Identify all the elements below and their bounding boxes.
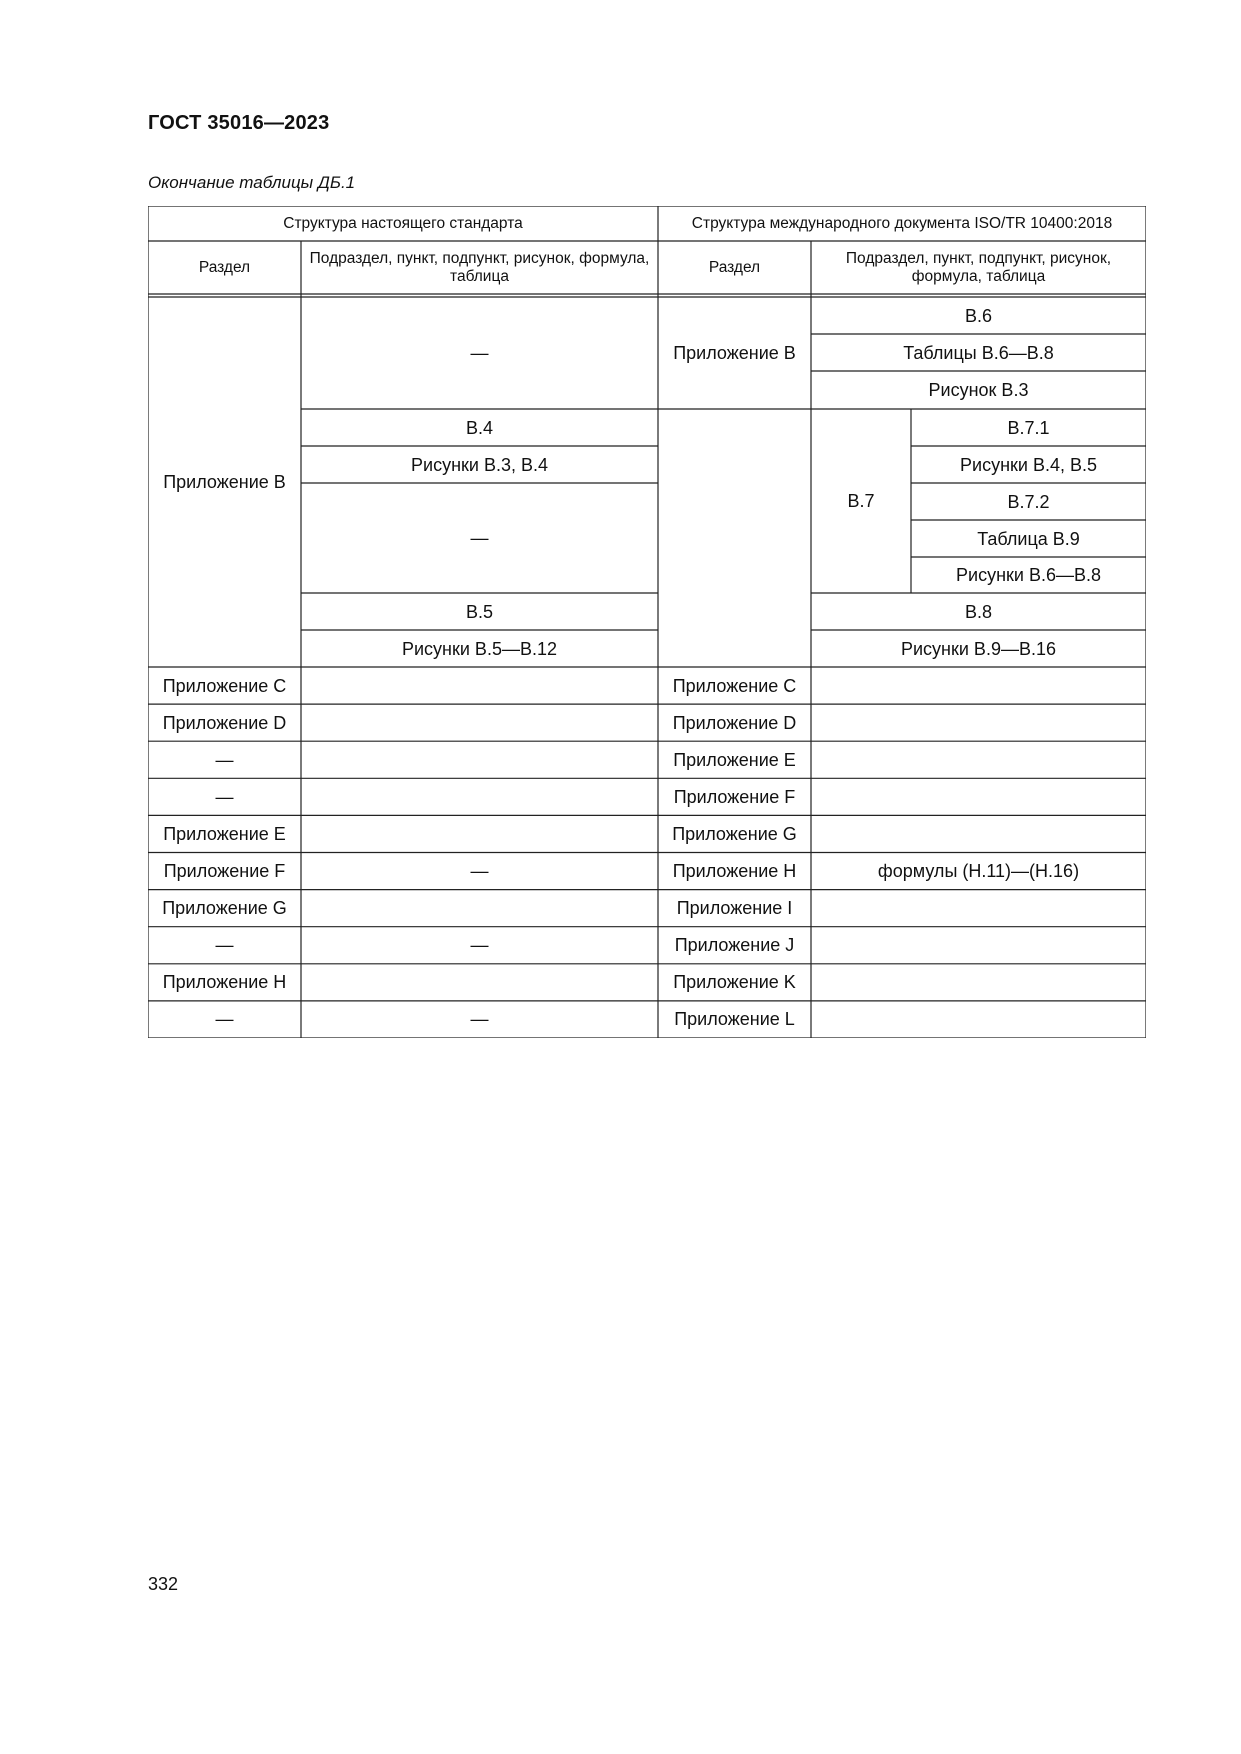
row-international-section: Приложение C	[672, 675, 797, 696]
appendix-b-international-sub: B.8	[964, 601, 993, 622]
row-national-sub	[301, 815, 658, 852]
row-national-section: Приложение G	[162, 898, 287, 919]
appendix-b-international-sub: Рисунок B.3	[928, 380, 1029, 400]
row-international-sub	[811, 778, 1146, 815]
appendix-b-national-sub: —	[470, 528, 489, 548]
row-international-sub	[811, 704, 1146, 741]
row-international-sub	[811, 927, 1146, 964]
document-header: ГОСТ 35016—2023	[148, 112, 330, 134]
row-international-sub	[811, 890, 1146, 927]
correspondence-table	[148, 206, 1146, 1038]
appendix-b-international-group-item: B.7.2	[1007, 491, 1050, 512]
row-international-sub	[811, 1001, 1146, 1038]
appendix-b-international-group-item: B.7.1	[1007, 417, 1050, 438]
row-national-section: —	[215, 786, 234, 807]
row-international-section: Приложение K	[673, 972, 796, 993]
appendix-b-national-sub: —	[470, 343, 489, 363]
row-national-section: Приложение C	[162, 675, 287, 696]
appendix-b-national-section: Приложение B	[163, 472, 286, 492]
row-national-sub: —	[470, 861, 489, 882]
row-international-sub	[811, 741, 1146, 778]
row-national-sub	[301, 741, 658, 778]
appendix-b-international-sub: Рисунки B.9—B.16	[901, 638, 1056, 659]
column-header-subsection-national: Подраздел, пункт, подпункт, рисунок, формула, таблица	[309, 249, 650, 285]
row-international-sub: формулы (H.11)—(H.16)	[877, 861, 1080, 882]
appendix-b-international-group-item: Рисунки B.6—B.8	[956, 565, 1101, 585]
row-national-sub	[301, 667, 658, 704]
row-international-section: Приложение J	[674, 935, 795, 956]
page-number: 332	[148, 1574, 179, 1594]
row-national-section: —	[215, 1009, 234, 1030]
row-international-sub	[811, 815, 1146, 852]
row-national-sub	[301, 964, 658, 1001]
row-international-section: Приложение I	[676, 898, 793, 919]
appendix-b-international-section: Приложение B	[673, 343, 796, 363]
row-national-section: Приложение E	[163, 823, 286, 844]
column-header-section-international: Раздел	[708, 258, 761, 276]
appendix-b-international-group: B.7	[847, 491, 875, 511]
row-national-section: —	[215, 935, 234, 956]
appendix-b-national-sub: B.5	[465, 601, 494, 622]
group-header-national: Структура настоящего стандарта	[283, 214, 523, 232]
row-international-sub	[811, 667, 1146, 704]
row-national-section: Приложение H	[162, 972, 287, 993]
appendix-b-international-group-item: Таблица B.9	[977, 528, 1080, 549]
row-national-section: —	[215, 749, 234, 770]
row-international-section: Приложение F	[673, 786, 796, 807]
row-national-sub: —	[470, 1009, 489, 1030]
row-national-sub	[301, 890, 658, 927]
row-national-section: Приложение D	[162, 712, 287, 733]
row-international-section: Приложение E	[673, 749, 796, 770]
row-international-section: Приложение H	[672, 861, 797, 882]
column-header-section-national: Раздел	[198, 258, 251, 276]
appendix-b-national-sub: Рисунки B.3, B.4	[411, 454, 548, 475]
table-caption: Окончание таблицы ДБ.1	[148, 173, 356, 192]
column-header-subsection-international: Подраздел, пункт, подпункт, рисунок, формула, таблица	[845, 249, 1112, 285]
appendix-b-international-sub: B.6	[964, 305, 993, 326]
row-international-section: Приложение D	[672, 712, 797, 733]
row-international-section: Приложение L	[674, 1009, 795, 1030]
row-national-sub	[301, 778, 658, 815]
row-international-section: Приложение G	[672, 823, 797, 844]
appendix-b-national-sub: B.4	[465, 417, 494, 438]
appendix-b-international-group-item: Рисунки B.4, B.5	[960, 454, 1097, 475]
appendix-b-international-sub: Таблицы B.6—B.8	[903, 342, 1054, 363]
group-header-international: Структура международного документа ISO/TR 10400:2018	[691, 214, 1113, 232]
appendix-b-national-sub: Рисунки B.5—B.12	[402, 638, 557, 659]
row-national-sub	[301, 704, 658, 741]
row-international-sub	[811, 964, 1146, 1001]
row-national-sub: —	[470, 935, 489, 956]
row-national-section: Приложение F	[163, 861, 286, 882]
